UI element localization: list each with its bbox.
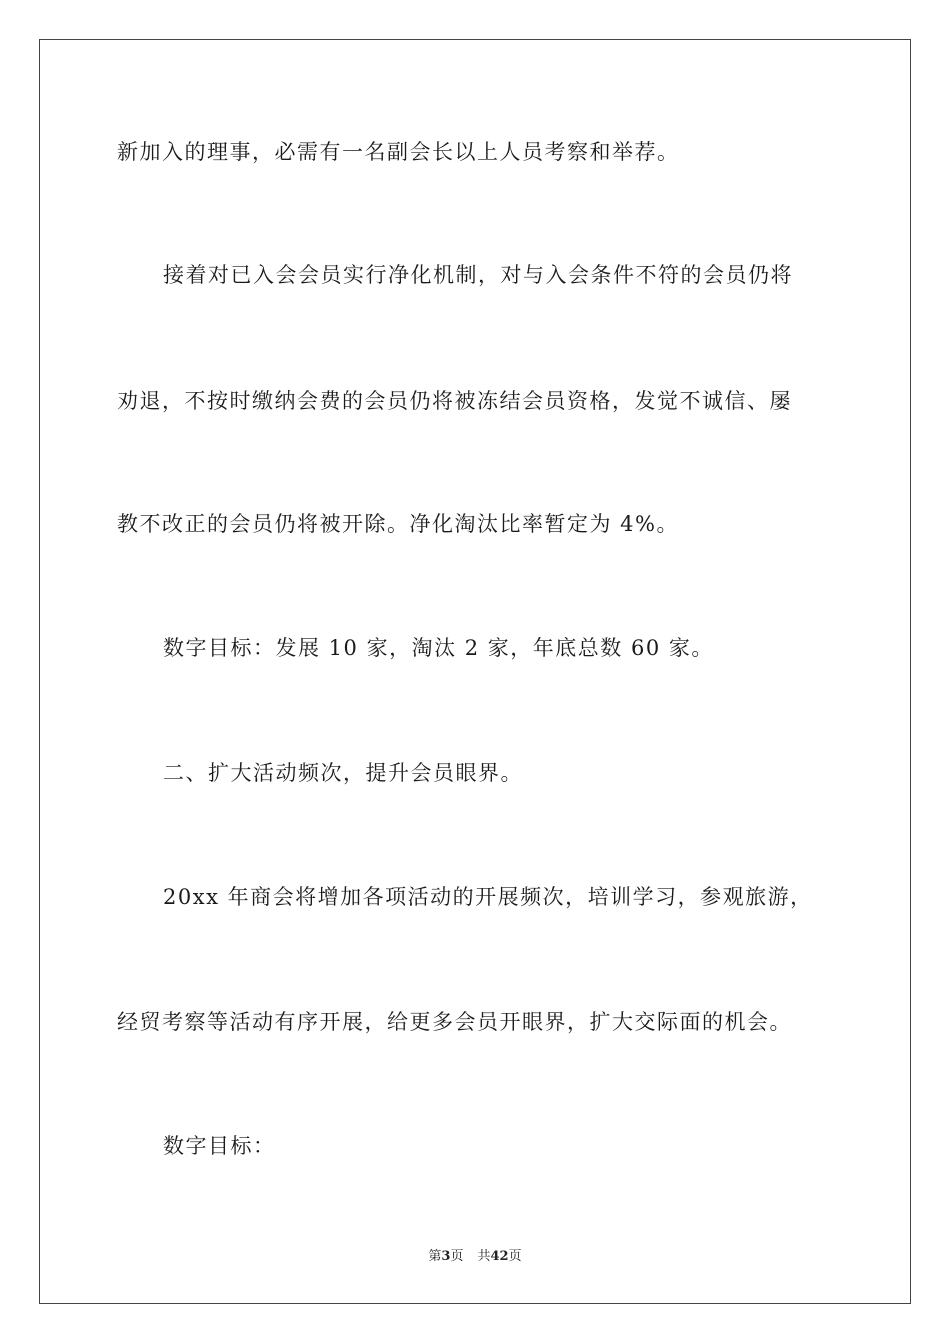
paragraph-line-5: 数字目标：发展 10 家，淘汰 2 家，年底总数 60 家。 <box>163 636 714 660</box>
page-border <box>39 39 911 1304</box>
paragraph-line-8: 经贸考察等活动有序开展，给更多会员开眼界，扩大交际面的机会。 <box>117 1010 792 1034</box>
page-footer <box>0 1248 950 1266</box>
paragraph-line-3: 劝退，不按时缴纳会费的会员仍将被冻结会员资格，发觉不诚信、屡 <box>117 389 792 413</box>
paragraph-line-7: 20xx 年商会将增加各项活动的开展频次，培训学习，参观旅游， <box>163 885 813 909</box>
paragraph-line-9: 数字目标： <box>163 1134 276 1158</box>
footer-total-pages: 42 <box>490 1249 509 1264</box>
footer-total-prefix: 共 <box>477 1249 491 1264</box>
section-heading: 二、扩大活动频次，提升会员眼界。 <box>163 761 523 785</box>
footer-page-suffix: 页 <box>450 1249 464 1264</box>
paragraph-line-2: 接着对已入会会员实行净化机制，对与入会条件不符的会员仍将 <box>163 263 793 287</box>
paragraph-line-1: 新加入的理事，必需有一名副会长以上人员考察和举荐。 <box>117 140 680 164</box>
footer-page-prefix: 第 <box>428 1249 442 1264</box>
footer-total-suffix: 页 <box>508 1249 522 1264</box>
paragraph-line-4: 教不改正的会员仍将被开除。净化淘汰比率暂定为 4%。 <box>117 512 679 536</box>
footer-page-number: 3 <box>441 1249 451 1264</box>
